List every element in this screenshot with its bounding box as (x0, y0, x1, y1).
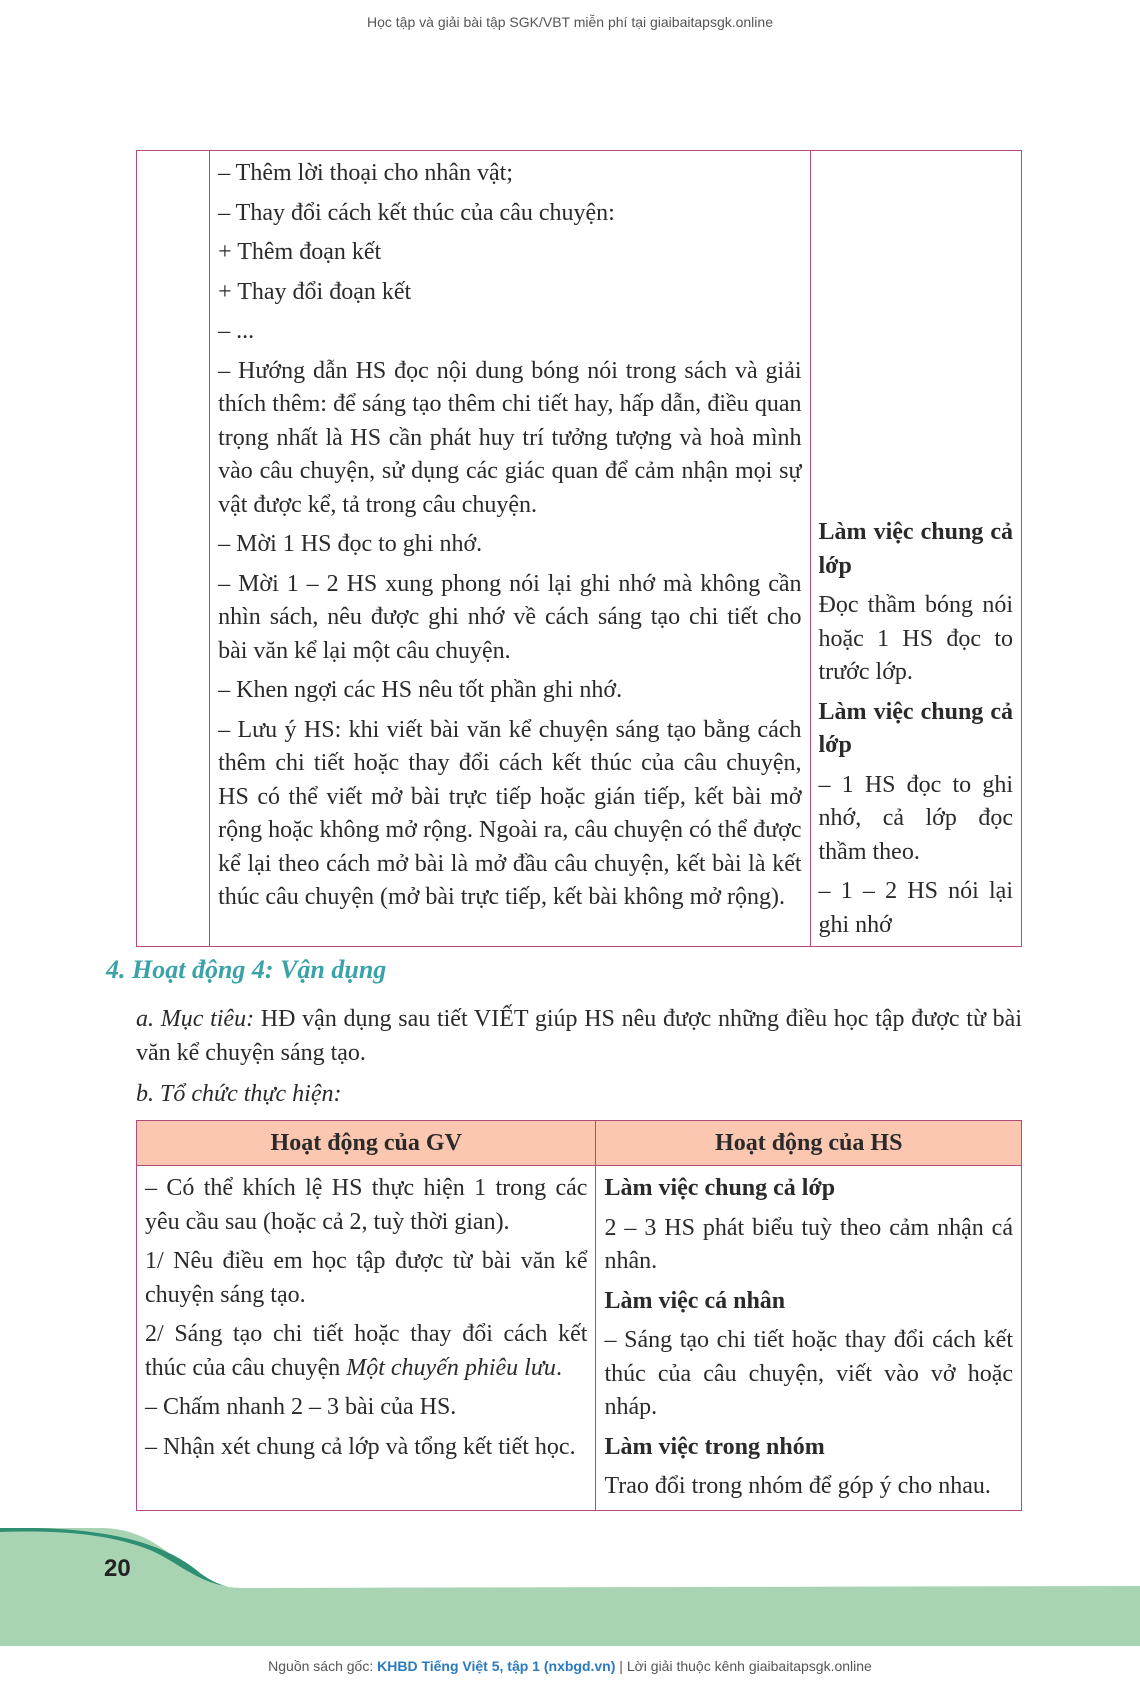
gv-item: – Lưu ý HS: khi viết bài văn kể chuyện sáng tạo bằng cách thêm chi tiết hoặc thay đổi cách kết thúc của câu chuyện, HS có thể viết mở bài trực tiếp hoặc gián tiếp, kết bài mở rộng hoặc không mở rộng. Ngoài ra, câu chuyện có thể được kể lại theo cách mở bài là mở đầu câu chuyện, kết bài là kết thúc câu chuyện (mở bài trực tiếp, kết bài không mở rộng). (218, 716, 802, 910)
teacher-activity-cell (210, 151, 810, 947)
page-number: 20 (104, 1555, 131, 1582)
hs-heading: Làm việc chung cả lớp (604, 1175, 836, 1201)
hs-text: 2 – 3 HS phát biểu tuỳ theo cảm nhận cá nhân. (604, 1214, 1013, 1274)
section-title: 4. Hoạt động 4: Vận dụng (106, 955, 387, 984)
goal-paragraph (136, 1003, 1022, 1070)
gv-item: – Mời 1 – 2 HS xung phong nói lại ghi nhớ mà không cần nhìn sách, nêu được ghi nhớ về cách sáng tạo chi tiết cho bài văn kể lại một câu chuyện. (218, 570, 802, 664)
hs-text: – Sáng tạo chi tiết hoặc thay đổi cách kết thúc của câu chuyện, viết vào vở hoặc nháp. (604, 1327, 1013, 1420)
hs-text: Đọc thầm bóng nói hoặc 1 HS đọc to trước lớp. (818, 592, 1013, 685)
gv-item-prefix: 2/ Sáng tạo chi tiết hoặc thay đổi cách kết thúc của câu chuyện (145, 1321, 588, 1381)
goal-label: a. Mục tiêu: (136, 1006, 255, 1032)
story-title: Một chuyến phiêu lưu (346, 1354, 556, 1381)
hs-text: – 1 HS đọc to ghi nhớ, cả lớp đọc thầm theo. (818, 771, 1013, 865)
footer-wave-decoration (0, 1528, 1140, 1646)
goal-text: HĐ vận dụng sau tiết VIẾT giúp HS nêu được những điều học tập được từ bài văn kể chuyện sáng tạo. (136, 1006, 1022, 1066)
hs-text: – 1 – 2 HS nói lại ghi nhớ (818, 878, 1013, 938)
gv-item: – Thay đổi cách kết thúc của câu chuyện: (218, 199, 615, 226)
hs-heading: Làm việc trong nhóm (604, 1433, 825, 1460)
footer-suffix: | Lời giải thuộc kênh giaibaitapsgk.online (615, 1658, 872, 1674)
gv-item-suffix: . (555, 1354, 562, 1381)
gv-item: – ... (218, 318, 255, 344)
student-activity-cell (810, 151, 1021, 947)
header-hs: Hoạt động của HS (596, 1121, 1022, 1166)
gv-item: – Mời 1 HS đọc to ghi nhớ. (218, 531, 483, 557)
gv-item: + Thêm đoạn kết (218, 239, 382, 265)
gv-item: + Thay đổi đoạn kết (218, 278, 412, 305)
hs-heading: Làm việc cá nhân (604, 1287, 786, 1314)
organization-label: b. Tổ chức thực hiện: (136, 1081, 342, 1107)
header-note: Học tập và giải bài tập SGK/VBT miễn phí tại giaibaitapsgk.online (367, 14, 773, 30)
gv-item: – Chấm nhanh 2 – 3 bài của HS. (145, 1394, 457, 1420)
gv-item: – Hướng dẫn HS đọc nội dung bóng nói trong sách và giải thích thêm: để sáng tạo thêm chi tiết hay, hấp dẫn, điều quan trọng nhất là HS cần phát huy trí tưởng tượng và hoà mình vào câu chuyện, sử dụng các giác quan để cảm nhận mọi sự vật được kể, tả trong câu chuyện. (218, 357, 802, 518)
activity-table-continued (136, 150, 1022, 947)
gv-item: – Khen ngợi các HS nêu tốt phần ghi nhớ. (218, 677, 623, 703)
footer-note (0, 1658, 1140, 1674)
header-gv: Hoạt động của GV (137, 1121, 596, 1166)
gv-item: 1/ Nêu điều em học tập được từ bài văn kể chuyện sáng tạo. (145, 1248, 588, 1308)
activity-table (136, 1120, 1022, 1511)
hs-heading: Làm việc chung cả lớp (818, 519, 1013, 579)
footer-source-link[interactable]: KHBD Tiếng Việt 5, tập 1 (nxbgd.vn) (377, 1658, 616, 1674)
teacher-activity-cell (137, 1166, 596, 1511)
gv-item: – Có thể khích lệ HS thực hiện 1 trong các yêu cầu sau (hoặc cả 2, tuỳ thời gian). (145, 1175, 588, 1235)
gv-item (145, 1318, 587, 1385)
footer-prefix: Nguồn sách gốc: (268, 1658, 378, 1674)
empty-cell (137, 151, 210, 947)
hs-heading: Làm việc chung cả lớp (818, 698, 1013, 758)
student-activity-cell (596, 1166, 1022, 1511)
hs-text: Trao đổi trong nhóm để góp ý cho nhau. (604, 1473, 991, 1499)
gv-item: – Thêm lời thoại cho nhân vật; (218, 160, 513, 186)
gv-item: – Nhận xét chung cả lớp và tổng kết tiết học. (145, 1433, 576, 1460)
